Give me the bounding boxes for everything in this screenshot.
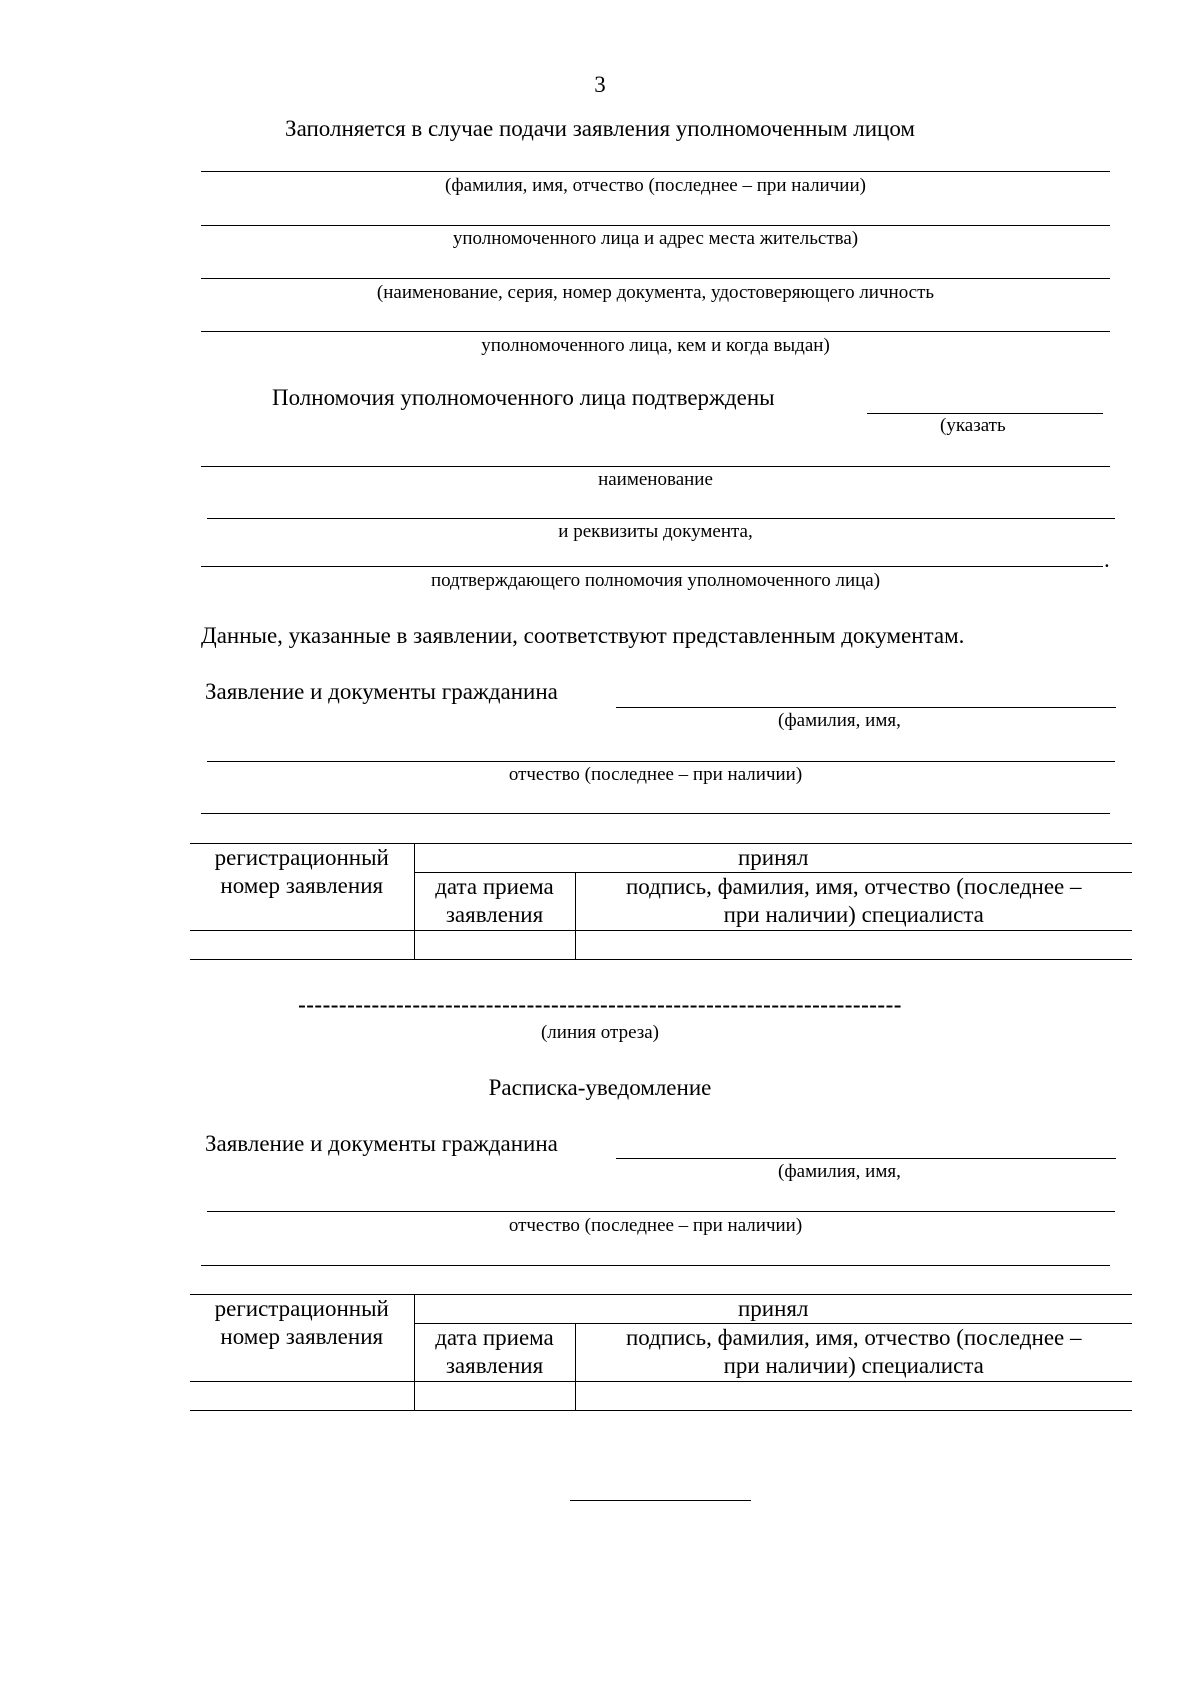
receipt-caption-fio: (фамилия, имя, bbox=[778, 1161, 901, 1182]
data-statement: Данные, указанные в заявлении, соответствуют представленным документам. bbox=[201, 623, 965, 648]
fill-line[interactable] bbox=[867, 413, 1103, 414]
fill-line[interactable] bbox=[201, 466, 1110, 467]
receipt-caption-patronymic: отчество (последнее – при наличии) bbox=[508, 1215, 803, 1236]
receipt-registration-table bbox=[190, 1294, 1132, 1411]
header-accepted: принял bbox=[414, 844, 1132, 873]
caption-authorized-address: уполномоченного лица и адрес места жительства) bbox=[452, 228, 859, 249]
caption-doc-name: наименование bbox=[598, 469, 713, 490]
authorized-section-heading: Заполняется в случае подачи заявления уполномоченным лицом bbox=[285, 116, 915, 141]
caption-fio: (фамилия, имя, bbox=[778, 710, 901, 731]
receipt-title: Расписка-уведомление bbox=[488, 1075, 712, 1100]
cell-date[interactable] bbox=[414, 931, 575, 960]
fill-line[interactable] bbox=[201, 331, 1110, 332]
fill-line[interactable] bbox=[207, 761, 1115, 762]
cut-line: -------------------------------------------------------------------------- bbox=[298, 992, 902, 1017]
cell-reg-number[interactable] bbox=[190, 931, 414, 960]
cell-reg-number[interactable] bbox=[190, 1382, 414, 1411]
page-number: 3 bbox=[594, 72, 606, 97]
caption-id-issued: уполномоченного лица, кем и когда выдан) bbox=[481, 335, 830, 356]
caption-specify: (указать bbox=[940, 415, 1006, 436]
fill-line[interactable] bbox=[201, 1265, 1110, 1266]
header-signature: подпись, фамилия, имя, отчество (последнее – при наличии) специалиста bbox=[575, 873, 1132, 931]
fill-line[interactable] bbox=[616, 707, 1116, 708]
application-label: Заявление и документы гражданина bbox=[205, 679, 558, 704]
registration-table bbox=[190, 843, 1132, 960]
cell-date[interactable] bbox=[414, 1382, 575, 1411]
caption-patronymic: отчество (последнее – при наличии) bbox=[508, 764, 803, 785]
fill-line[interactable] bbox=[207, 1211, 1115, 1212]
caption-authorized-name: (фамилия, имя, отчество (последнее – при наличии) bbox=[445, 175, 866, 196]
cell-signature[interactable] bbox=[575, 1382, 1132, 1411]
header-date: дата приема заявления bbox=[414, 873, 575, 931]
fill-line[interactable] bbox=[201, 566, 1103, 567]
fill-line[interactable] bbox=[201, 278, 1110, 279]
fill-line[interactable] bbox=[201, 225, 1110, 226]
receipt-application-label: Заявление и документы гражданина bbox=[205, 1131, 558, 1156]
header-accepted: принял bbox=[414, 1295, 1132, 1324]
fill-line[interactable] bbox=[201, 813, 1110, 814]
caption-id-document: (наименование, серия, номер документа, удостоверяющего личность bbox=[376, 282, 935, 303]
header-date: дата приема заявления bbox=[414, 1324, 575, 1382]
header-signature: подпись, фамилия, имя, отчество (последнее – при наличии) специалиста bbox=[575, 1324, 1132, 1382]
header-reg-number: регистрационный номер заявления bbox=[190, 844, 414, 931]
cut-line-caption: (линия отреза) bbox=[540, 1022, 660, 1043]
caption-doc-details: и реквизиты документа, bbox=[558, 521, 753, 542]
powers-label: Полномочия уполномоченного лица подтверждены bbox=[272, 385, 775, 410]
fill-line[interactable] bbox=[616, 1158, 1116, 1159]
header-reg-number: регистрационный номер заявления bbox=[190, 1295, 414, 1382]
fill-line[interactable] bbox=[207, 518, 1115, 519]
end-dot: . bbox=[1104, 547, 1110, 572]
closing-divider bbox=[570, 1500, 751, 1501]
fill-line[interactable] bbox=[201, 171, 1110, 172]
caption-doc-confirming: подтверждающего полномочия уполномоченного лица) bbox=[430, 570, 881, 591]
cell-signature[interactable] bbox=[575, 931, 1132, 960]
